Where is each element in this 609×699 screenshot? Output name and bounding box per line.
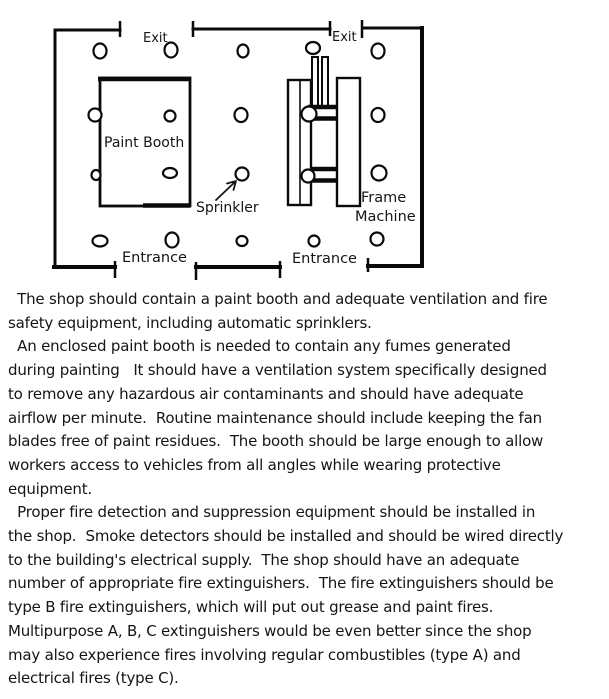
sprinkler-head <box>235 108 248 122</box>
exit-label-left: Exit <box>143 31 168 46</box>
sprinkler-arrow <box>216 181 236 200</box>
body-text <box>8 288 606 691</box>
frame-machine-right-plate <box>337 78 360 206</box>
entrance-label-right: Entrance <box>292 251 357 267</box>
text-line: during painting It should have a ventilation system specifically designed <box>8 361 547 380</box>
text-line: Multipurpose A, B, C extinguishers would be even better since the shop <box>8 621 532 640</box>
frame-machine-post-1 <box>312 57 318 108</box>
text-line: Proper fire detection and suppression equipment should be installed in <box>8 503 536 522</box>
sprinkler-head <box>92 170 101 180</box>
text-line: number of appropriate fire extinguishers. The fire extinguishers should be <box>8 574 554 593</box>
sprinkler-head <box>94 44 107 59</box>
sprinkler-head <box>372 44 385 59</box>
sprinkler-head <box>93 236 108 247</box>
sprinkler-head <box>372 108 385 122</box>
sprinkler-head <box>309 236 320 247</box>
sprinkler-head <box>166 233 179 248</box>
text-line: equipment. <box>8 479 92 498</box>
sprinkler-head <box>238 45 249 58</box>
frame-machine-post-2 <box>322 57 328 108</box>
text-line: The shop should contain a paint booth and adequate ventilation and fire <box>8 290 548 308</box>
sprinkler-head <box>89 109 102 122</box>
sprinkler-head <box>236 168 249 181</box>
sprinkler-head <box>306 42 320 54</box>
text-line: workers access to vehicles from all angles while wearing protective <box>8 455 501 474</box>
sprinkler-head <box>372 166 387 181</box>
text-line: electrical fires (type C). <box>8 669 179 688</box>
frame-machine-label-line1: Frame <box>361 190 407 206</box>
text-line: An enclosed paint booth is needed to contain any fumes generated <box>8 337 511 356</box>
text-line: may also experience fires involving regular combustibles (type A) and <box>8 645 521 664</box>
shop-floor-plan <box>0 0 609 282</box>
sprinkler-head <box>371 233 384 246</box>
sprinkler-head <box>302 107 317 122</box>
entrance-label-left: Entrance <box>122 250 187 266</box>
sprinkler-head <box>165 111 176 122</box>
text-line: type B fire extinguishers, which will put out grease and paint fires. <box>8 598 494 617</box>
text-line: to the building's electrical supply. The shop should have an adequate <box>8 550 520 569</box>
text-line: safety equipment, including automatic sprinklers. <box>8 313 372 332</box>
sprinkler-head <box>237 236 248 246</box>
exit-label-right: Exit <box>332 30 357 45</box>
frame-machine <box>288 57 360 206</box>
sprinkler-head <box>163 168 177 178</box>
text-line: airflow per minute. Routine maintenance should include keeping the fan <box>8 408 542 427</box>
frame-machine-label-line2: Machine <box>355 209 416 225</box>
text-line: to remove any hazardous air contaminants and should have adequate <box>8 384 524 403</box>
paint-booth-label: Paint Booth <box>104 135 185 151</box>
text-line: the shop. Smoke detectors should be installed and should be wired directly <box>8 527 564 546</box>
sprinkler-head <box>302 170 315 183</box>
text-line: blades free of paint residues. The booth should be large enough to allow <box>8 432 544 451</box>
sprinkler-label: Sprinkler <box>196 200 259 216</box>
